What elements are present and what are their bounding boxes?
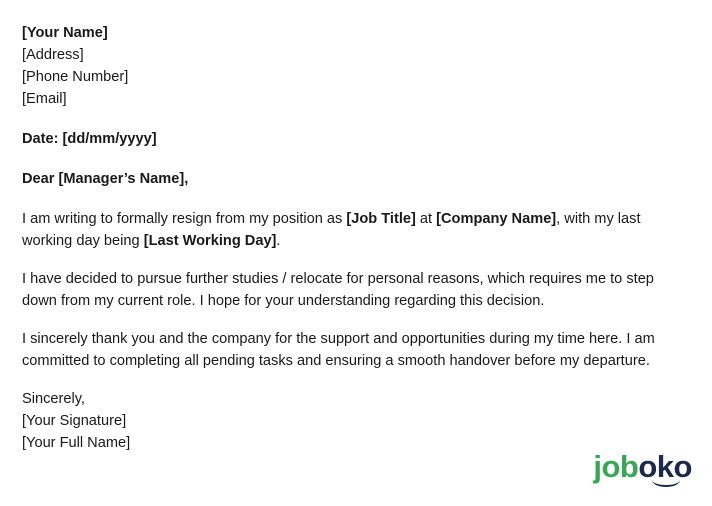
paragraph-thanks: I sincerely thank you and the company for the support and opportunities during my time here. I am committed to completing all pending tasks and ensuring a smooth handover before my departure. [22,331,655,369]
closing-full-name: [Your Full Name] [22,435,131,451]
spacer [22,312,688,328]
logo-text-oko-wrapper [638,451,692,482]
paragraph1-part2: at [415,211,437,227]
sender-phone: [Phone Number] [22,69,129,85]
smile-icon [652,473,680,487]
spacer [22,372,688,388]
sender-address: [Address] [22,47,84,63]
spacer [22,190,688,208]
paragraph-resignation [22,208,688,252]
job-title-placeholder: [Job Title] [346,211,416,227]
closing-block [22,388,688,454]
spacer [22,252,688,268]
sender-name: [Your Name] [22,25,108,41]
sender-details-block [22,22,688,110]
paragraph-reason: I have decided to pursue further studies / relocate for personal reasons, which requires me to step down from my current role. I hope for your understanding regarding this decision. [22,271,654,309]
date-line: Date: [dd/mm/yyyy] [22,131,157,147]
spacer [22,150,688,168]
last-working-day-placeholder: [Last Working Day] [143,233,277,249]
resignation-letter [22,22,688,454]
company-name-placeholder: [Company Name] [436,211,557,227]
paragraph1-part4: . [276,233,281,249]
sender-email: [Email] [22,91,67,107]
logo-text-job: job [593,449,639,484]
paragraph1-part1: I am writing to formally resign from my position as [22,211,347,227]
salutation: Dear [Manager’s Name], [22,171,189,187]
closing-signature: [Your Signature] [22,413,127,429]
paragraph1-part3: , with my last working day being [22,211,641,249]
closing-sincerely: Sincerely, [22,391,85,407]
logo-text-oko: oko [638,449,692,484]
joboko-logo [593,451,692,482]
spacer [22,110,688,128]
